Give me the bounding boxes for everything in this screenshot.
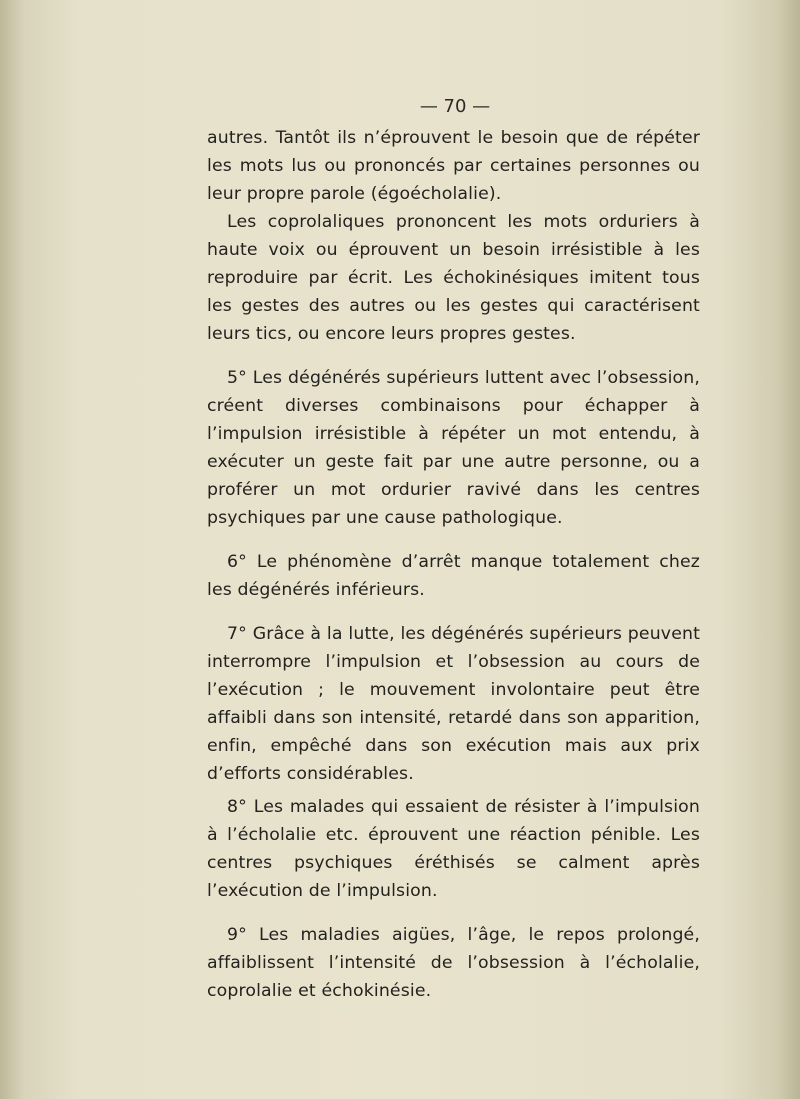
paragraph-3: 5° Les dégénérés supérieurs luttent avec l’obsession, créent diverses combinaisons pour échapper à l’impulsion irrésistible à répéter un mot entendu, à exécuter un geste fait par une autre personne, ou a proférer un mot ordurier ravivé dans les centres psychiques par une cause pathologique.	[207, 368, 700, 528]
paragraph-5: 7° Grâce à la lutte, les dégénérés supérieurs peuvent interrompre l’impulsion et l’obsession au cours de l’exécution ; le mouvement involontaire peut être affaibli dans son intensité, retardé dans son apparition, enfin, empêché dans son exécution mais aux prix d’efforts considérables.	[207, 624, 700, 784]
paragraph-7: 9° Les maladies aigües, l’âge, le repos prolongé, affaiblissent l’intensité de l’obsession à l’écholalie, coprolalie et échokinésie.	[207, 925, 700, 1001]
paragraph-1: autres. Tantôt ils n’éprouvent le besoin que de répéter les mots lus ou prononcés par certaines personnes ou leur propre parole (égoécholalie).	[207, 128, 700, 204]
paragraph-6: 8° Les malades qui essaient de résister à l’impulsion à l’écholalie etc. éprouvent une réaction pénible. Les centres psychiques éréthisés se calment après l’exécution de l’impulsion.	[207, 797, 700, 901]
page-number: — 70 —	[419, 96, 491, 117]
body-text	[207, 124, 700, 1005]
paragraph-2: Les coprolaliques prononcent les mots orduriers à haute voix ou éprouvent un besoin irrésistible à les reproduire par écrit. Les échokinésiques imitent tous les gestes des autres ou les gestes qui caractérisent leurs tics, ou encore leurs propres gestes.	[207, 212, 700, 344]
paragraph-4: 6° Le phénomène d’arrêt manque totalement chez les dégénérés inférieurs.	[207, 552, 700, 600]
